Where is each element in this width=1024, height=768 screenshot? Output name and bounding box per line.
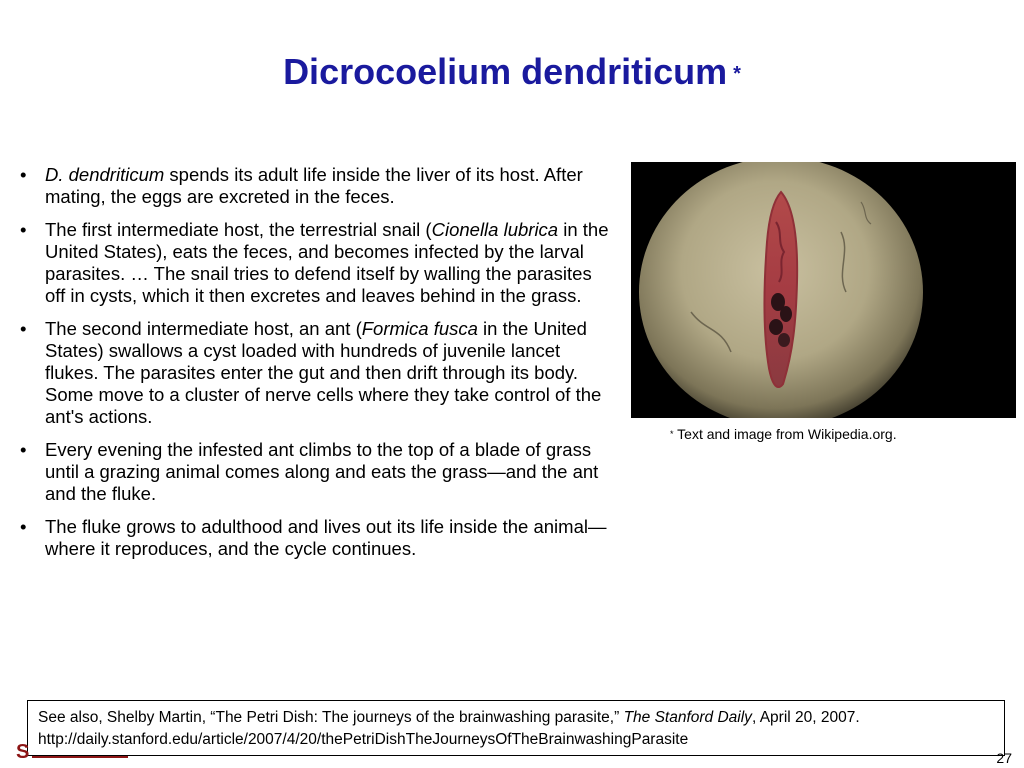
bullet-text: in the United States) swallows a cyst loaded with hundreds of juvenile lancet flukes. The parasites enter the gut and then drift through its body. Some move to a cluster of nerve cells where they take control of the ant's actions. [45,318,602,427]
image-caption [670,426,1010,443]
bullet-item [20,164,616,208]
slide-title-text: Dicrocoelium dendriticum [283,51,728,92]
fluke-image-drawing [631,162,1016,418]
bullet-glyph: • [20,439,27,460]
caption-marker: * [670,429,674,439]
fluke-egg-cluster [778,333,790,347]
bullet-text: The first intermediate host, the terrestrial snail ( [45,219,432,240]
see-also-publication: The Stanford Daily [623,709,752,726]
caption-text: Text and image from Wikipedia.org. [673,426,897,442]
see-also-text: See also, Shelby Martin, “The Petri Dish: The journeys of the brainwashing parasite,” [38,709,624,726]
bullet-item [20,439,616,505]
see-also-box [27,700,1005,756]
bullet-glyph: • [20,219,27,240]
fluke-egg-cluster [780,306,792,322]
bullet-italic: Cionella lubrica [431,219,559,240]
bullet-item [20,219,616,307]
slide-title [0,50,1024,94]
bullet-text: spends its adult life inside the liver of its host. After mating, the eggs are excreted in the feces. [45,164,583,207]
bullet-italic: Formica fusca [361,318,478,339]
footer-logo [16,740,128,760]
see-also-text-rest: , April 20, 2007. http://daily.stanford.edu/article/2007/4/20/thePetriDishTheJourneysOfTheBrainwashingParasite [38,709,860,748]
bullet-text: Every evening the infested ant climbs to the top of a blade of grass until a grazing animal comes along and eats the grass—and the ant and the fluke. [45,439,599,504]
bullet-item [20,318,616,428]
page-number: 27 [996,750,1012,766]
bullet-glyph: • [20,164,27,185]
bullet-italic: D. dendriticum [45,164,165,185]
bullet-glyph: • [20,516,27,537]
logo-rule [32,756,128,758]
fluke-microscope-image [631,162,1016,418]
logo-letter: S [16,741,30,760]
bullet-list [20,164,616,571]
bullet-glyph: • [20,318,27,339]
bullet-text: The second intermediate host, an ant ( [45,318,362,339]
bullet-text: in the United States), eats the feces, and becomes infected by the larval parasites. … The snail tries to defend itself by walling the parasites off in cysts, which it then excretes and leaves behind in the grass. [45,219,609,306]
title-footnote-marker: * [733,63,741,85]
bullet-text: The fluke grows to adulthood and lives out its life inside the animal—where it reproduces, and the cycle continues. [45,516,607,559]
fluke-egg-cluster [769,319,783,335]
bullet-item [20,516,616,560]
